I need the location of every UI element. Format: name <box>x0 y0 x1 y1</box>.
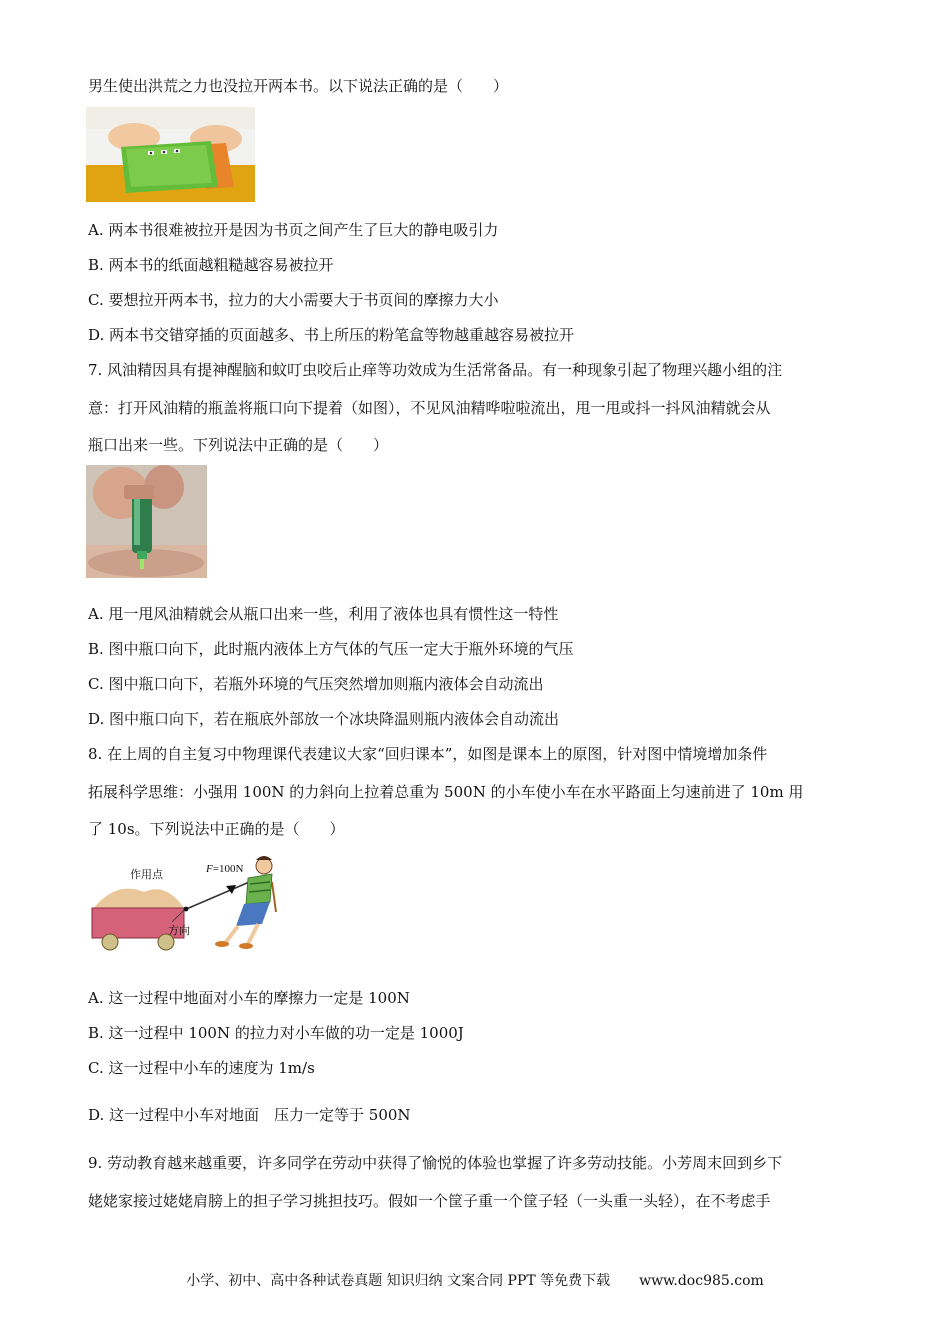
q8-option-a: A. 这一过程中地面对小车的摩擦力一定是 100N <box>88 989 410 1007</box>
question-7-line-2: 意：打开风油精的瓶盖将瓶口向下提着（如图），不见风油精哗啦啦流出，甩一甩或抖一抖风油精就会从 <box>88 399 771 417</box>
q8-option-c: C. 这一过程中小车的速度为 1m/s <box>88 1059 315 1077</box>
q6-option-b: B. 两本书的纸面越粗糙越容易被拉开 <box>88 256 334 274</box>
q6-option-a: A. 两本书很难被拉开是因为书页之间产生了巨大的静电吸引力 <box>88 221 499 239</box>
question-7-line-3: 瓶口出来一些。下列说法中正确的是（ ） <box>88 436 389 454</box>
q7-option-b: B. 图中瓶口向下，此时瓶内液体上方气体的气压一定大于瓶外环境的气压 <box>88 640 574 658</box>
svg-text:F=100N <box>205 863 243 875</box>
q8-option-b: B. 这一过程中 100N 的拉力对小车做的功一定是 1000J <box>88 1024 464 1042</box>
figure-label-force-val: =100N <box>212 863 244 875</box>
cart-pulling-figure <box>86 852 286 954</box>
question-8-line-1: 8. 在上周的自主复习中物理课代表建议大家“回归课本”，如图是课本上的原图，针对图中情境增加条件 <box>88 745 768 763</box>
footer-url[interactable]: www.doc985.com <box>639 1273 764 1289</box>
question-9-line-2: 姥姥家接过姥姥肩膀上的担子学习挑担技巧。假如一个筐子重一个筐子轻（一头重一头轻），在不考虑手 <box>88 1192 771 1210</box>
question-9-line-1: 9. 劳动教育越来越重要，许多同学在劳动中获得了愉悦的体验也掌握了许多劳动技能。小芳周末回到乡下 <box>88 1154 783 1172</box>
q8-option-d: D. 这一过程中小车对地面 压力一定等于 500N <box>88 1106 411 1124</box>
figure-label-direction: 方向 <box>168 925 190 937</box>
q6-option-d: D. 两本书交错穿插的页面越多、书上所压的粉笔盒等物越重越容易被拉开 <box>88 326 575 344</box>
question-7-line-1: 7. 风油精因具有提神醒脑和蚊叮虫咬后止痒等功效成为生活常备品。有一种现象引起了物理兴趣小组的注 <box>88 361 783 379</box>
question-8-line-3: 了 10s。下列说法中正确的是（ ） <box>88 820 345 838</box>
q6-option-c: C. 要想拉开两本书，拉力的大小需要大于书页间的摩擦力大小 <box>88 291 499 309</box>
figure-label-force-var: F <box>206 863 213 875</box>
q7-option-a: A. 甩一甩风油精就会从瓶口出来一些，利用了液体也具有惯性这一特性 <box>88 605 559 623</box>
oil-bottle-photo <box>86 465 207 578</box>
footer-text: 小学、初中、高中各种试卷真题 知识归纳 文案合同 PPT 等免费下载 <box>186 1273 611 1289</box>
q7-option-c: C. 图中瓶口向下，若瓶外环境的气压突然增加则瓶内液体会自动流出 <box>88 675 544 693</box>
question-6-stem: 男生使出洪荒之力也没拉开两本书。以下说法正确的是（ ） <box>88 77 509 95</box>
question-8-line-2: 拓展科学思维：小强用 100N 的力斜向上拉着总重为 500N 的小车使小车在水平路面上匀速前进了 10m 用 <box>88 783 804 801</box>
books-photo <box>86 107 255 202</box>
figure-label-point: 作用点 <box>130 869 163 881</box>
q7-option-d: D. 图中瓶口向下，若在瓶底外部放一个冰块降温则瓶内液体会自动流出 <box>88 710 560 728</box>
page-footer <box>0 1270 950 1290</box>
